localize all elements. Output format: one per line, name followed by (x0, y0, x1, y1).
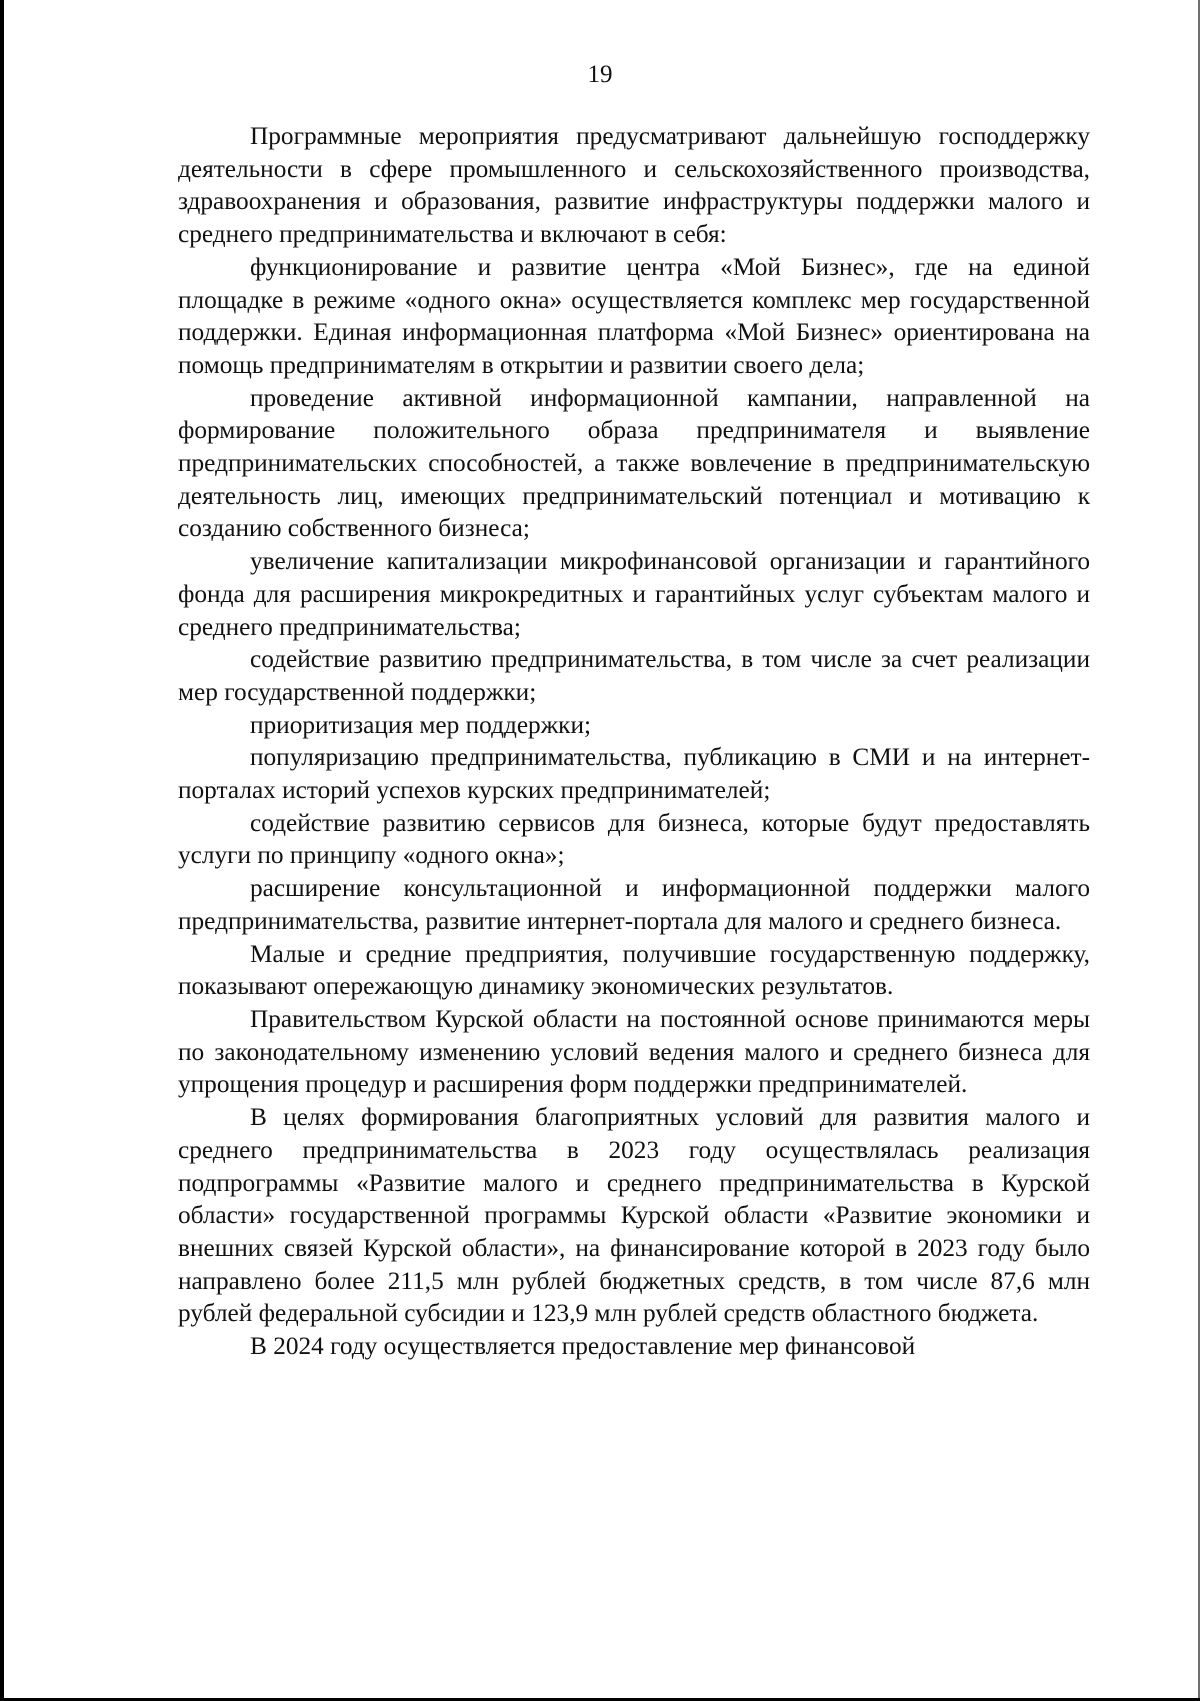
paragraph-prioritization: приоритизация мер поддержки; (250, 710, 592, 739)
paragraph-sme-results: Малые и средние предприятия, получившие государственную поддержку, показывают опережающую динамику экономических результатов. (178, 939, 1090, 1001)
paragraph-government-measures: Правительством Курской области на постоянной основе принимаются меры по законодательному изменению условий ведения малого и среднего бизнеса для упрощения процедур и расширения форм поддержки предпринимателей. (178, 1004, 1090, 1099)
paragraph-popularization: популяризацию предпринимательства, публикацию в СМИ и на интернет-порталах историй успехов курских предпринимателей; (178, 743, 1090, 805)
document-body (178, 120, 1090, 1363)
paragraph-capitalization: увеличение капитализации микрофинансовой организации и гарантийного фонда для расширения микрокредитных и гарантийных услуг субъектам малого и среднего предпринимательства; (178, 547, 1090, 641)
paragraph-program-measures: Программные мероприятия предусматривают дальнейшую господдержку деятельности в сфере промышленного и сельскохозяйственного производства, здравоохранения и образования, развитие инфраструктуры поддержки малого и среднего предпринимательства и включают в себя: (178, 122, 1090, 249)
paragraph-subprogram-financing: В целях формирования благоприятных условий для развития малого и среднего предпринимательства в 2023 году осуществлялась реализация подпрограммы «Развитие малого и среднего предпринимательства в Курской области» государственной программы Курской области «Развитие экономики и внешних связей Курской области», на финансирование которой в 2023 году было направлено более 211,5 млн рублей бюджетных средств, в том числе 87,6 млн рублей федеральной субсидии и 123,9 млн рублей средств областного бюджета. (178, 1103, 1090, 1328)
paragraph-business-services: содействие развитию сервисов для бизнеса, которые будут предоставлять услуги по принципу «одного окна»; (178, 808, 1090, 870)
paragraph-info-campaign: проведение активной информационной кампании, направленной на формирование положительного образа предпринимателя и выявление предпринимательских способностей, а также вовлечение в предпринимательскую деятельность лиц, имеющих предпринимательский потенциал и мотивацию к созданию собственного бизнеса; (178, 383, 1090, 543)
scan-left-border (0, 0, 4, 1701)
paragraph-development-assistance: содействие развитию предпринимательства, в том числе за счет реализации мер государственной поддержки; (178, 645, 1090, 706)
page-number: 19 (587, 61, 613, 88)
paragraph-consulting-support: расширение консультационной и информационной поддержки малого предпринимательства, развитие интернет-портала для малого и среднего бизнеса. (178, 874, 1090, 935)
paragraph-my-business-center: функционирование и развитие центра «Мой Бизнес», где на единой площадке в режиме «одного окна» осуществляется комплекс мер государственной поддержки. Единая информационная платформа «Мой Бизнес» ориентирована на помощь предпринимателям в открытии и развитии своего дела; (178, 252, 1090, 379)
paragraph-2024-support: В 2024 году осуществляется предоставление мер финансовой (250, 1332, 916, 1361)
